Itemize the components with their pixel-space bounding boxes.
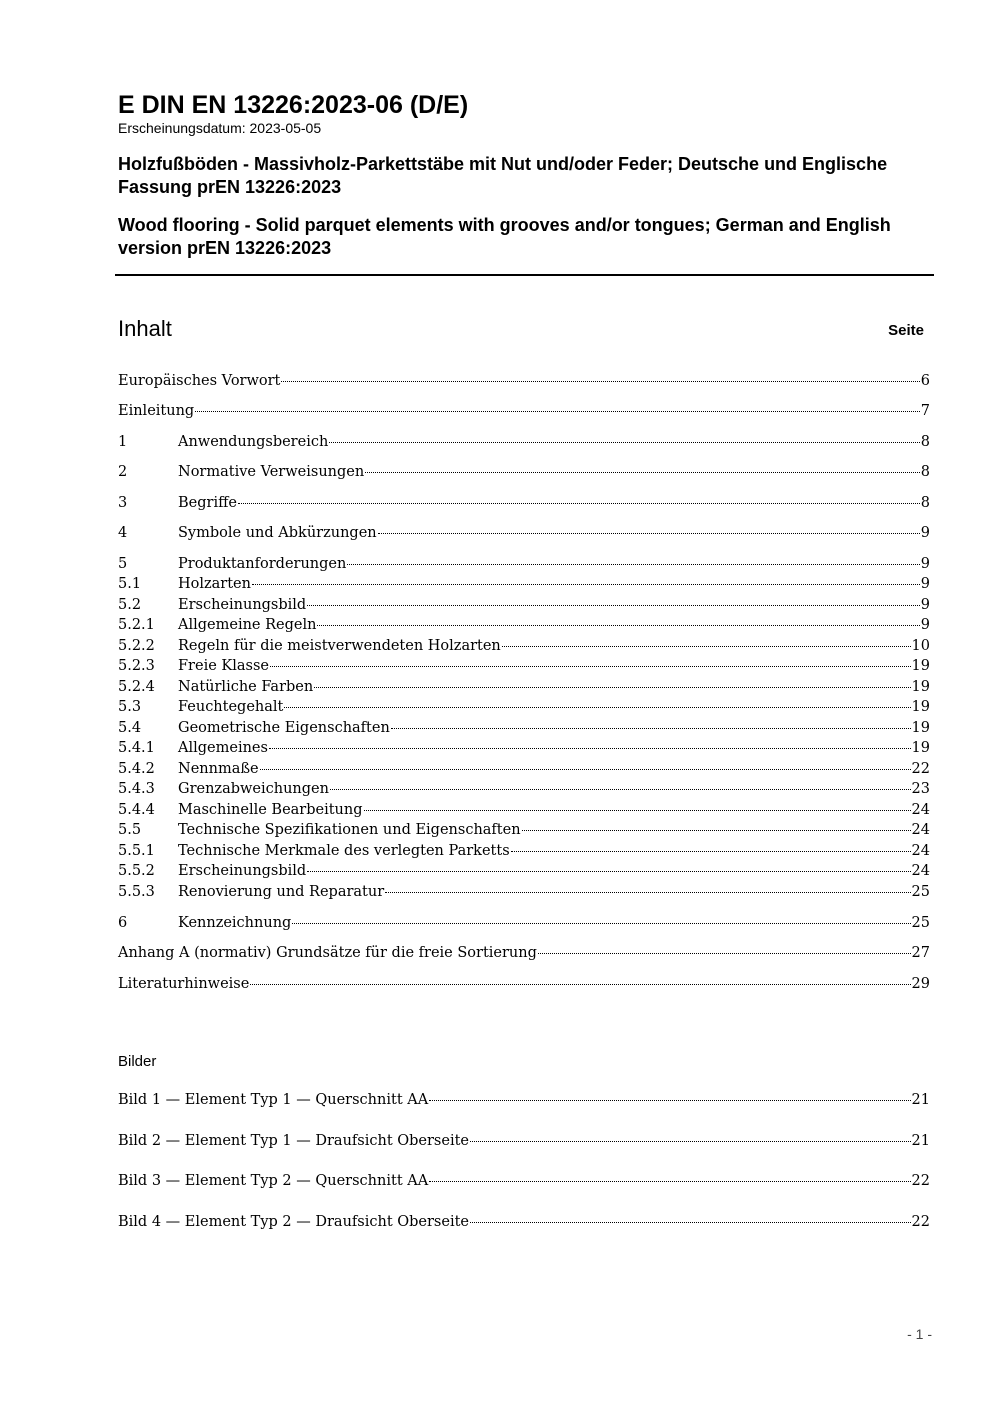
- toc-entry[interactable]: [118, 739, 930, 758]
- dot-leader: [195, 399, 920, 412]
- dot-leader: [391, 716, 911, 729]
- dot-leader: [511, 839, 911, 852]
- toc-entry-number: 6: [118, 915, 128, 931]
- title-german: Holzfußböden - Massivholz-Parkettstäbe mit Nut und/oder Feder; Deutsche und Englische Fassung prEN 13226:2023: [118, 154, 888, 197]
- toc-entry-title: Anhang A (normativ) Grundsätze für die freie Sortierung: [118, 945, 537, 961]
- header-divider: [115, 274, 934, 276]
- dot-leader: [317, 613, 919, 626]
- dot-leader: [238, 491, 920, 504]
- toc-entry-page: 8: [920, 434, 930, 450]
- dot-leader: [270, 654, 911, 667]
- dot-leader: [385, 880, 910, 893]
- toc-entry-number: 5.3: [118, 699, 142, 715]
- toc-entry-page: 10: [911, 638, 930, 654]
- toc-entry[interactable]: [118, 657, 930, 676]
- toc-entry-title: Einleitung: [118, 403, 195, 419]
- toc-entry-title: Feuchtegehalt: [178, 699, 284, 715]
- toc-entry-number: 5.5.1: [118, 843, 155, 859]
- toc-entry-page: 8: [920, 495, 930, 511]
- toc-page-column-heading: Seite: [888, 322, 924, 339]
- toc-entry[interactable]: [118, 862, 930, 881]
- toc-entry[interactable]: [118, 433, 930, 452]
- toc-entry-page: 22: [911, 761, 930, 777]
- toc-entry-number: 5.5.2: [118, 863, 155, 879]
- toc-entry-title: Geometrische Eigenschaften: [178, 720, 390, 736]
- document-id: E DIN EN 13226:2023-06 (D/E): [118, 91, 469, 119]
- toc-entry[interactable]: [118, 914, 930, 933]
- toc-entry-page: 19: [911, 740, 930, 756]
- toc-entry-number: 5: [118, 556, 128, 572]
- toc-entry-title: Europäisches Vorwort: [118, 373, 281, 389]
- dot-leader: [429, 1169, 910, 1182]
- toc-entry-number: 5.2.1: [118, 617, 155, 633]
- toc-entry-page: 21: [911, 1133, 930, 1149]
- toc-entry[interactable]: [118, 944, 930, 963]
- dot-leader: [502, 634, 911, 647]
- toc-entry-page: 9: [920, 556, 930, 572]
- toc-entry-page: 25: [911, 915, 930, 931]
- toc-entry-title: Begriffe: [178, 495, 237, 511]
- dot-leader: [281, 369, 919, 382]
- toc-entry-number: 5.5: [118, 822, 142, 838]
- toc-entry-title: Allgemeines: [178, 740, 268, 756]
- dot-leader: [329, 430, 919, 443]
- dot-leader: [307, 593, 920, 606]
- title-english: Wood flooring - Solid parquet elements with grooves and/or tongues; German and English version prEN 13226:2023: [118, 215, 891, 258]
- toc-entry-title: Bild 3 — Element Typ 2 — Querschnitt AA: [118, 1173, 429, 1189]
- toc-entry-title: Freie Klasse: [178, 658, 269, 674]
- toc-entry-page: 19: [911, 679, 930, 695]
- dot-leader: [269, 736, 911, 749]
- toc-entry-page: 24: [911, 863, 930, 879]
- dot-leader: [364, 798, 911, 811]
- toc-entry-page: 22: [911, 1214, 930, 1230]
- toc-entry-page: 9: [920, 597, 930, 613]
- toc-heading: Inhalt: [118, 316, 172, 341]
- toc-entry-title: Technische Spezifikationen und Eigenschaften: [178, 822, 521, 838]
- toc-entry[interactable]: [118, 494, 930, 513]
- toc-entry-page: 21: [911, 1092, 930, 1108]
- dot-leader: [470, 1210, 911, 1223]
- dot-leader: [284, 695, 910, 708]
- toc-entry-title: Bild 1 — Element Typ 1 — Querschnitt AA: [118, 1092, 429, 1108]
- dot-leader: [307, 859, 910, 872]
- toc-entry[interactable]: [118, 463, 930, 482]
- dot-leader: [470, 1129, 911, 1142]
- toc-entry-number: 5.2.2: [118, 638, 155, 654]
- toc-entry-title: Bild 4 — Element Typ 2 — Draufsicht Oberseite: [118, 1214, 470, 1230]
- figures-heading: Bilder: [118, 1053, 157, 1070]
- toc-entry[interactable]: [118, 1213, 930, 1232]
- dot-leader: [260, 757, 911, 770]
- toc-entry-title: Literaturhinweise: [118, 976, 250, 992]
- toc-entry-number: 5.4.2: [118, 761, 155, 777]
- toc-entry-page: 9: [920, 576, 930, 592]
- toc-entry-number: 5.4.3: [118, 781, 155, 797]
- toc-entry-page: 19: [911, 658, 930, 674]
- toc-entry-number: 5.4: [118, 720, 142, 736]
- toc-entry-page: 27: [911, 945, 930, 961]
- dot-leader: [292, 911, 910, 924]
- toc-entry-page: 7: [920, 403, 930, 419]
- toc-entry-page: 29: [911, 976, 930, 992]
- toc-entry-title: Bild 2 — Element Typ 1 — Draufsicht Oberseite: [118, 1133, 470, 1149]
- dot-leader: [252, 572, 920, 585]
- toc-entry-number: 5.4.4: [118, 802, 155, 818]
- toc-entry[interactable]: [118, 1132, 930, 1151]
- dot-leader: [429, 1088, 910, 1101]
- toc-entry-page: 24: [911, 822, 930, 838]
- toc-entry-page: 19: [911, 720, 930, 736]
- toc-entry-number: 5.4.1: [118, 740, 155, 756]
- toc-entry-title: Erscheinungsbild: [178, 863, 307, 879]
- toc-entry[interactable]: [118, 883, 930, 902]
- toc-entry-number: 5.2.3: [118, 658, 155, 674]
- toc-entry[interactable]: [118, 1172, 930, 1191]
- toc-entry-number: 5.5.3: [118, 884, 155, 900]
- toc-entry[interactable]: [118, 402, 930, 421]
- toc-entry-page: 23: [911, 781, 930, 797]
- toc-entry[interactable]: [118, 780, 930, 799]
- toc-entry-number: 3: [118, 495, 128, 511]
- toc-entry-number: 5.1: [118, 576, 142, 592]
- toc-entry-page: 24: [911, 802, 930, 818]
- dot-leader: [365, 460, 920, 473]
- toc-entry-title: Symbole und Abkürzungen: [178, 525, 377, 541]
- toc-entry-title: Natürliche Farben: [178, 679, 314, 695]
- toc-entry[interactable]: [118, 616, 930, 635]
- toc-entry[interactable]: [118, 975, 930, 994]
- dot-leader: [522, 818, 911, 831]
- toc-entry-page: 25: [911, 884, 930, 900]
- document-header: [118, 90, 934, 260]
- dot-leader: [250, 972, 910, 985]
- toc-entry[interactable]: [118, 821, 930, 840]
- page-number: - 1 -: [907, 1326, 932, 1342]
- toc-entry[interactable]: [118, 698, 930, 717]
- toc-entry-title: Nennmaße: [178, 761, 259, 777]
- toc-entry-number: 5.2.4: [118, 679, 155, 695]
- toc-entry-number: 5.2: [118, 597, 142, 613]
- toc-entry-title: Normative Verweisungen: [178, 464, 365, 480]
- dot-leader: [538, 941, 911, 954]
- toc-entry[interactable]: [118, 372, 930, 391]
- dot-leader: [378, 521, 920, 534]
- toc-entry-title: Anwendungsbereich: [178, 434, 329, 450]
- toc-entry-number: 2: [118, 464, 128, 480]
- toc-entry-page: 6: [920, 373, 930, 389]
- toc-entry-title: Technische Merkmale des verlegten Parketts: [178, 843, 510, 859]
- toc-entry-title: Grenzabweichungen: [178, 781, 329, 797]
- toc-entry-page: 8: [920, 464, 930, 480]
- toc-entry-title: Erscheinungsbild: [178, 597, 307, 613]
- toc-entry[interactable]: [118, 1091, 930, 1110]
- toc-entry-title: Maschinelle Bearbeitung: [178, 802, 363, 818]
- toc-entry-title: Regeln für die meistverwendeten Holzarten: [178, 638, 501, 654]
- toc-entry-page: 24: [911, 843, 930, 859]
- toc-entry-number: 1: [118, 434, 128, 450]
- toc-entry-page: 9: [920, 525, 930, 541]
- toc-entry-title: Holzarten: [178, 576, 251, 592]
- toc-entry-title: Renovierung und Reparatur: [178, 884, 385, 900]
- dot-leader: [330, 777, 911, 790]
- toc-entry-number: 4: [118, 525, 128, 541]
- dot-leader: [314, 675, 910, 688]
- toc-entry-page: 19: [911, 699, 930, 715]
- toc-entry-page: 22: [911, 1173, 930, 1189]
- toc-entry-title: Kennzeichnung: [178, 915, 292, 931]
- toc-entry-title: Allgemeine Regeln: [178, 617, 317, 633]
- toc-entry-title: Produktanforderungen: [178, 556, 347, 572]
- dot-leader: [347, 552, 919, 565]
- toc-entry[interactable]: [118, 575, 930, 594]
- toc-entry[interactable]: [118, 524, 930, 543]
- publication-date: Erscheinungsdatum: 2023-05-05: [118, 120, 322, 136]
- toc-entry-page: 9: [920, 617, 930, 633]
